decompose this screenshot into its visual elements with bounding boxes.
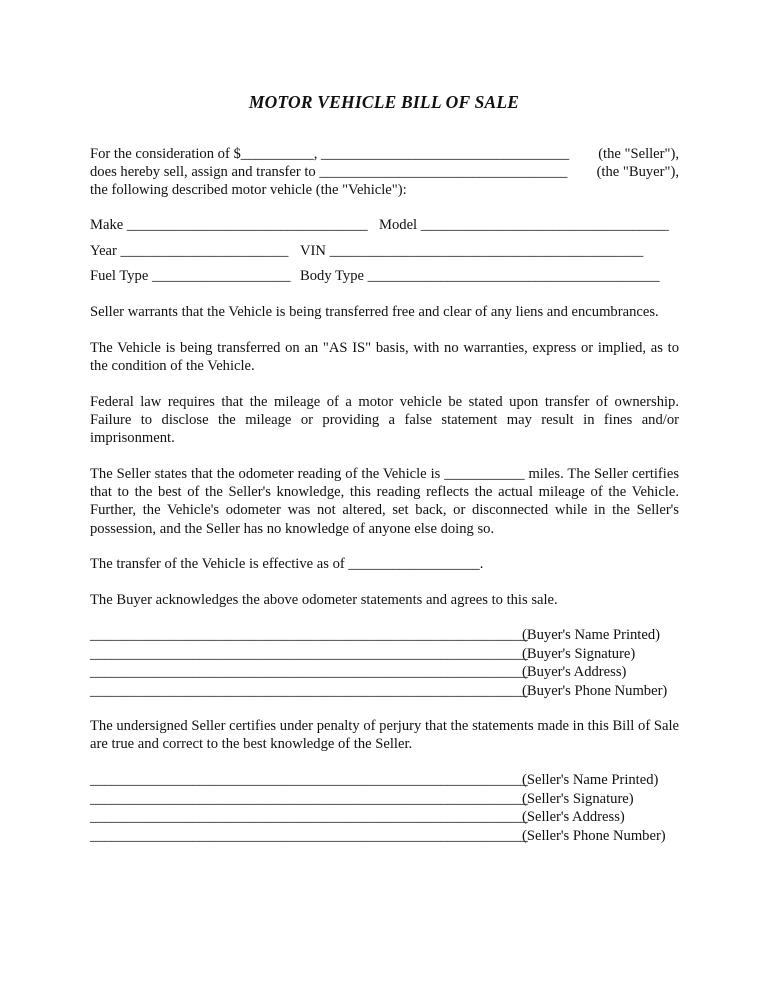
intro-line-3: the following described motor vehicle (the "Vehicle"): (90, 182, 407, 199)
intro-section (90, 145, 679, 200)
buyer-name-line[interactable]: ____________________________________________________________ (Buyer's Name Printed) (90, 627, 660, 643)
buyer-acknowledgement-paragraph: The Buyer acknowledges the above odometer statements and agrees to this sale. (90, 592, 558, 608)
year-field[interactable]: Year _______________________ (90, 242, 289, 259)
make-field[interactable]: Make _________________________________ (90, 217, 368, 233)
seller-signature-line[interactable]: ____________________________________________________________ (Seller's Signature) (90, 790, 634, 807)
buyer-signature-line[interactable]: ____________________________________________________________ (Buyer's Signature) (90, 645, 636, 662)
intro-line-2: does hereby sell, assign and transfer to __________________________________ (90, 164, 568, 181)
fuel-type-field[interactable]: Fuel Type ___________________ (90, 268, 291, 284)
buyer-designation: (the "Buyer"), (596, 164, 679, 181)
as-is-paragraph: The Vehicle is being transferred on an "AS IS" basis, with no warranties, express or implied, as to the condition of the Vehicle. (90, 340, 679, 375)
body-type-field[interactable]: Body Type ________________________________________ (300, 268, 660, 284)
seller-address-line[interactable]: ____________________________________________________________ (Seller's Address) (90, 809, 625, 825)
buyer-phone-line[interactable]: ____________________________________________________________ (Buyer's Phone Number) (90, 682, 668, 699)
vin-field[interactable]: VIN ___________________________________________ (300, 242, 644, 259)
buyer-address-line[interactable]: ____________________________________________________________ (Buyer's Address) (90, 664, 627, 680)
liens-paragraph: Seller warrants that the Vehicle is being transferred free and clear of any liens and encumbrances. (90, 304, 659, 320)
seller-designation: (the "Seller"), (598, 146, 679, 162)
buyer-signature-block (90, 626, 679, 700)
vehicle-fields (90, 216, 679, 293)
odometer-paragraph: The Seller states that the odometer reading of the Vehicle is ___________ miles. The Seller certifies that to the best of the Seller's knowledge, this reading reflects the actual mileage of the Vehicle. Further, the Vehicle's odometer was not altered, set back, or disconnected while in the Seller's possession, and the Seller has no knowledge of anyone else doing so. (90, 466, 679, 537)
effective-date-paragraph: The transfer of the Vehicle is effective as of __________________. (90, 556, 484, 572)
seller-signature-block (90, 771, 679, 845)
intro-line-1: For the consideration of $__________, __________________________________ (90, 146, 570, 162)
seller-certification-paragraph: The undersigned Seller certifies under penalty of perjury that the statements made in this Bill of Sale are true and correct to the best knowledge of the Seller. (90, 718, 679, 753)
seller-phone-line[interactable]: ____________________________________________________________ (Seller's Phone Number) (90, 827, 666, 844)
document-title: MOTOR VEHICLE BILL OF SALE (248, 92, 520, 112)
federal-mileage-paragraph: Federal law requires that the mileage of a motor vehicle be stated upon transfer of ownership. Failure to disclose the mileage or providing a false statement may result in fines and/or imprisonment. (90, 394, 679, 447)
seller-name-line[interactable]: ____________________________________________________________ (Seller's Name Printed) (90, 772, 659, 788)
model-field[interactable]: Model __________________________________ (379, 217, 669, 233)
